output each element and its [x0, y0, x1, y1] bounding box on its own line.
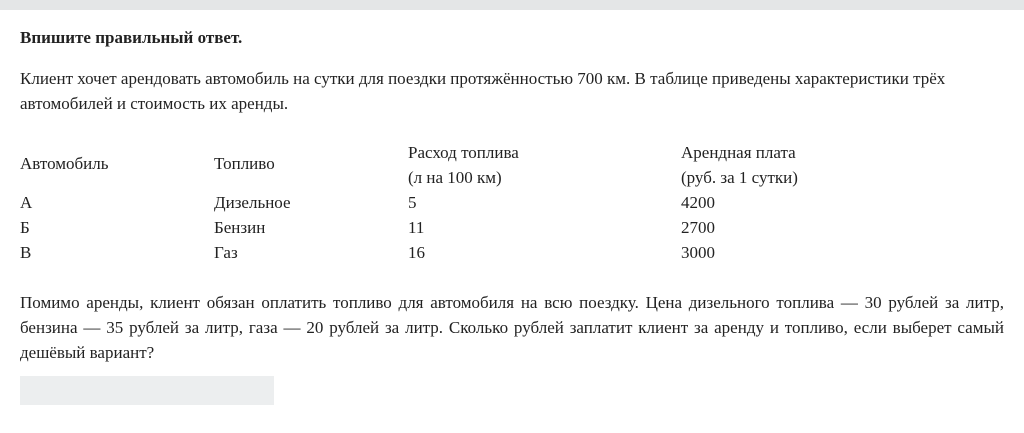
row-v-rent: 3000	[681, 243, 715, 262]
row-b-rent: 2700	[681, 218, 715, 237]
header-car: Автомобиль	[20, 154, 109, 173]
header-consumption: Расход топлива	[408, 143, 519, 162]
header-fuel: Топливо	[214, 154, 275, 173]
row-b-consumption: 11	[408, 218, 425, 237]
row-b-car: Б	[20, 218, 30, 237]
row-v-fuel: Газ	[214, 243, 238, 262]
row-b-fuel: Бензин	[214, 218, 266, 237]
row-v-consumption: 16	[408, 243, 425, 262]
answer-input[interactable]	[20, 376, 274, 405]
header-consumption-unit: (л на 100 км)	[408, 168, 502, 187]
cars-table	[20, 140, 1004, 265]
task-question: Помимо аренды, клиент обязан оплатить топливо для автомобиля на всю поездку. Цена дизельного топлива — 30 рублей за литр, бензина — 35 рублей за литр, газа — 20 рублей за литр. Сколько рублей заплатит клиент за аренду и топливо, если выберет самый дешёвый вариант?	[20, 293, 1004, 362]
top-bar	[0, 0, 1024, 10]
row-a-fuel: Дизельное	[214, 193, 291, 212]
row-v-car: В	[20, 243, 32, 262]
task-instruction: Впишите правильный ответ.	[20, 28, 243, 47]
row-a-consumption: 5	[408, 193, 417, 212]
header-rent: Арендная плата	[681, 143, 796, 162]
task-intro: Клиент хочет арендовать автомобиль на сутки для поездки протяжённостью 700 км. В таблице приведены характеристики трёх автомобилей и стоимость их аренды.	[20, 69, 946, 113]
row-a-car: А	[20, 193, 33, 212]
row-a-rent: 4200	[681, 193, 715, 212]
header-rent-unit: (руб. за 1 сутки)	[681, 168, 798, 187]
